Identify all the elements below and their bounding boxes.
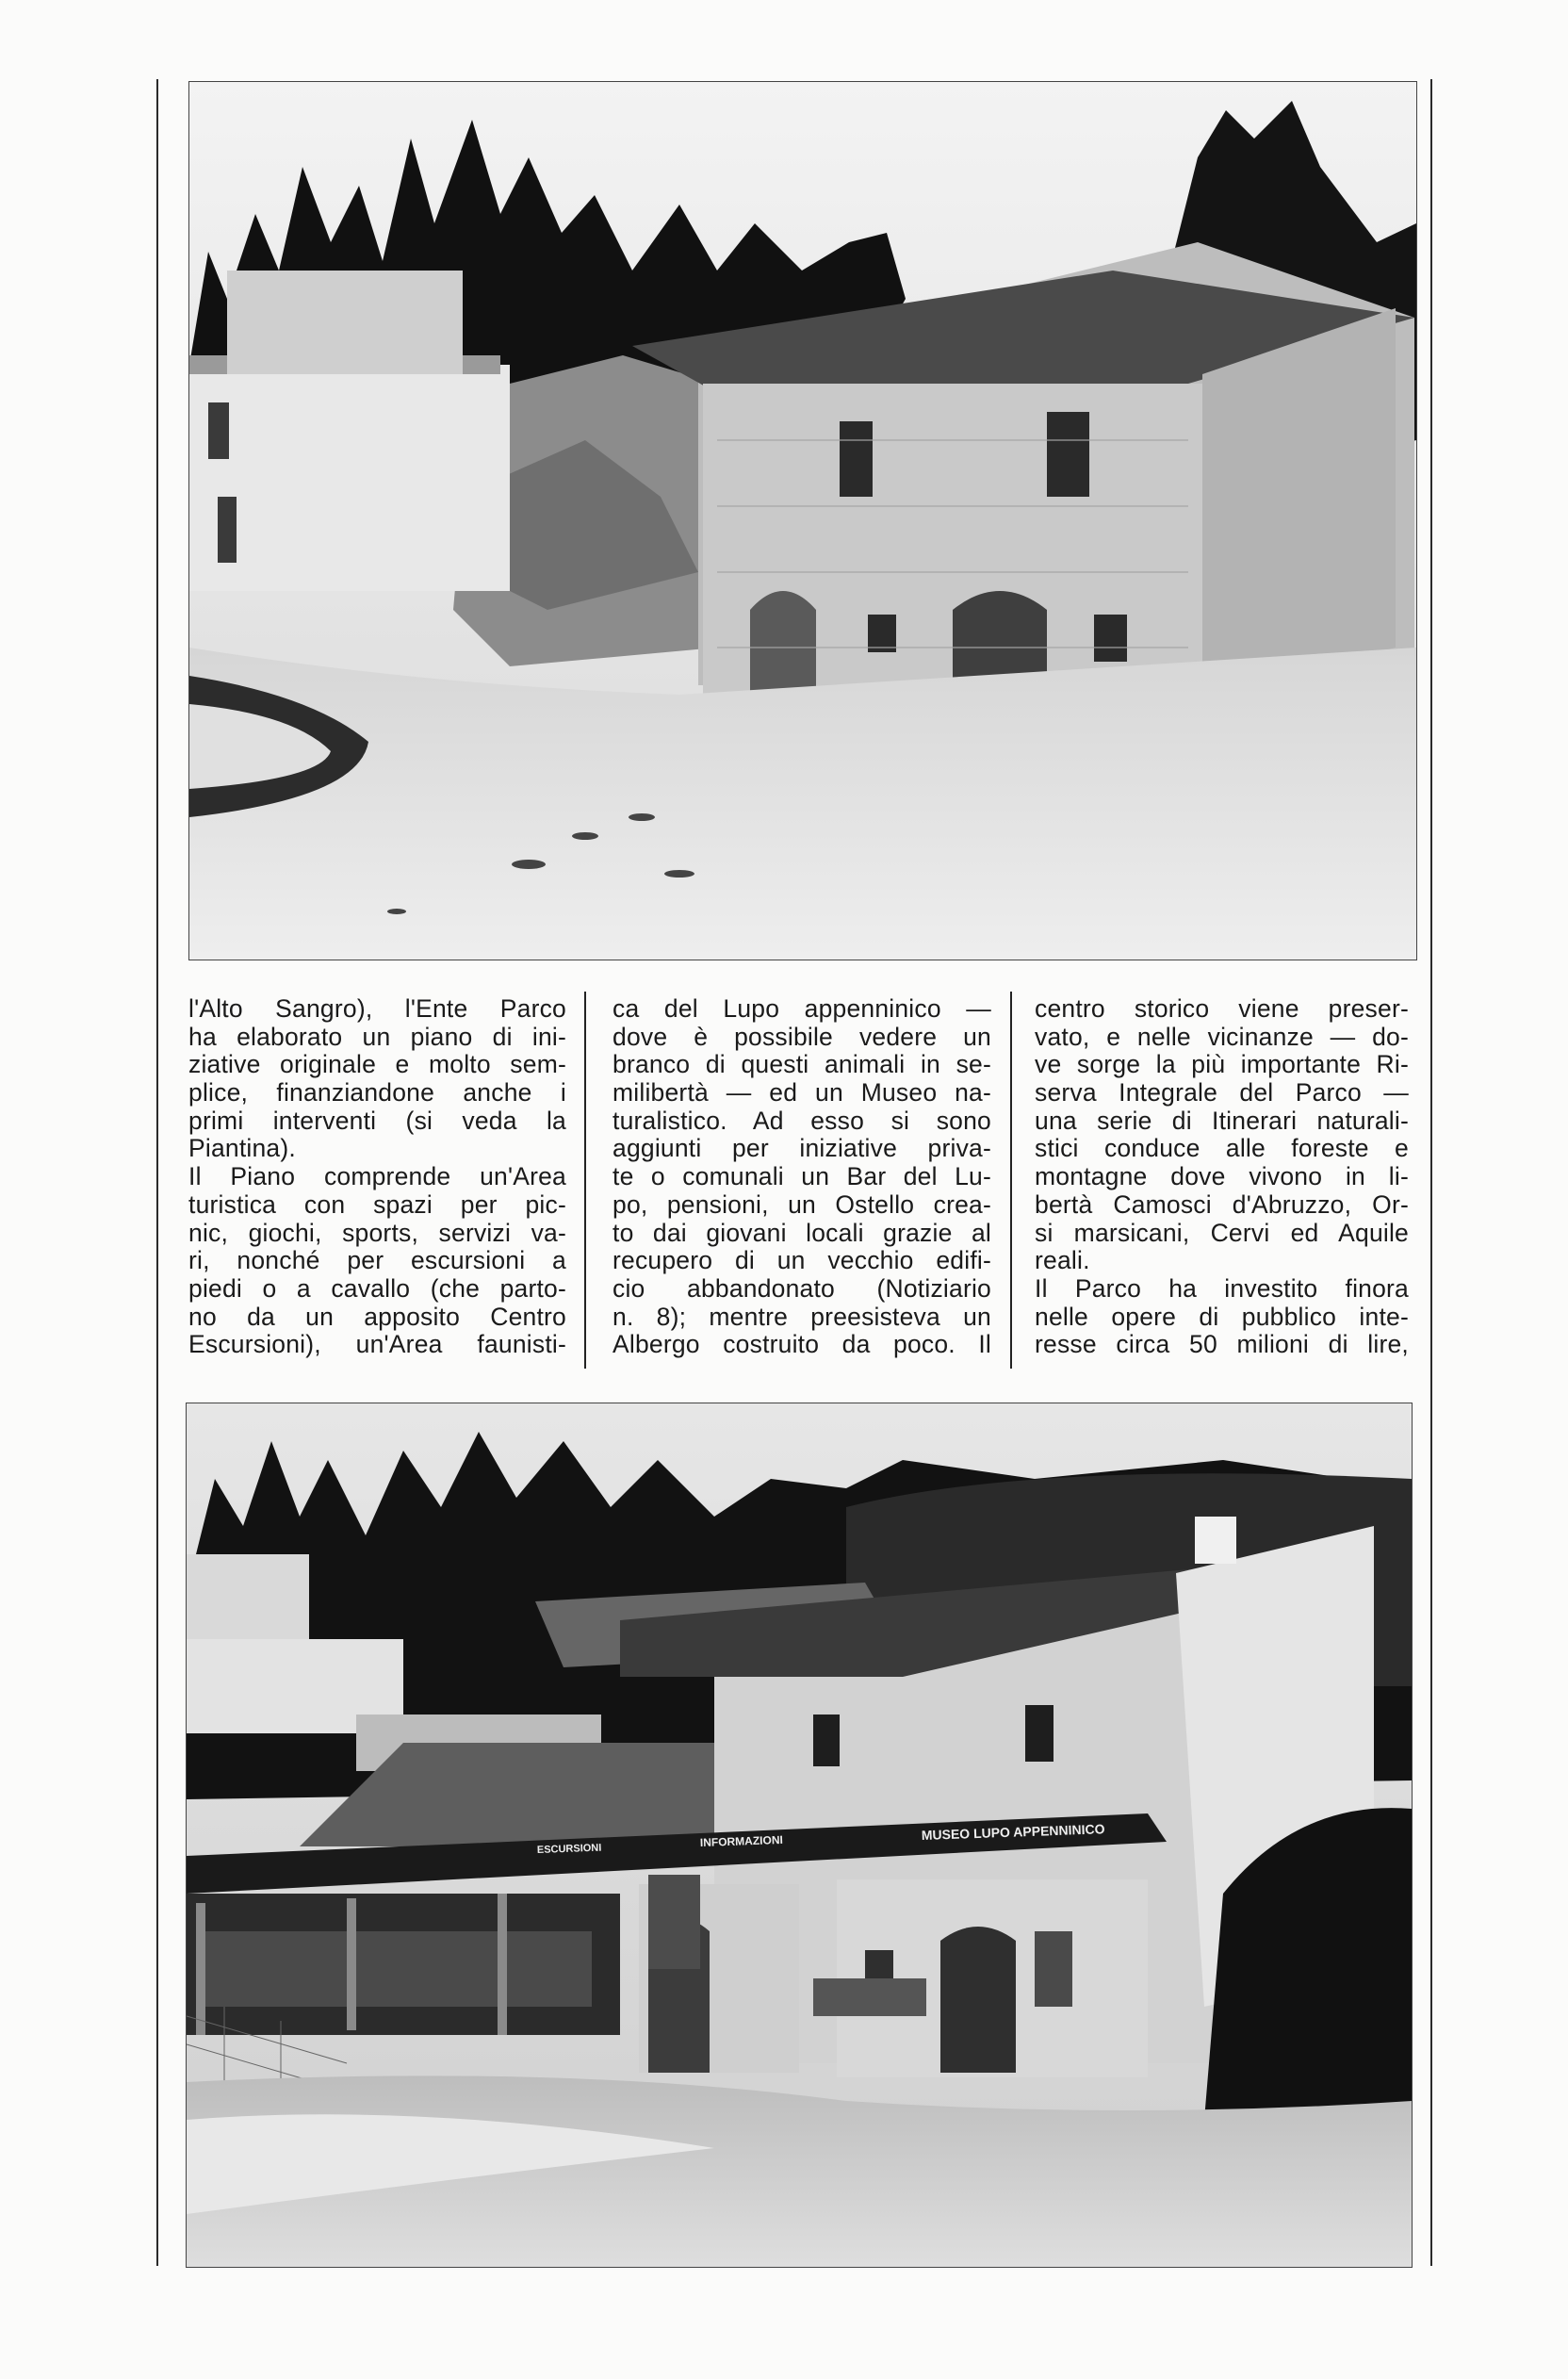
column-1-line: Il Piano comprende un'Area	[188, 1162, 566, 1191]
column-rule-2	[1010, 992, 1012, 1369]
column-1-line: Escursioni), un'Area faunisti-	[188, 1330, 566, 1359]
column-3-line: montagne dove vivono in li-	[1035, 1162, 1409, 1191]
text-column-3	[1035, 995, 1409, 1359]
column-2-line: Albergo costruito da poco. Il	[612, 1330, 991, 1359]
column-2-line: to dai giovani locali grazie al	[612, 1218, 991, 1247]
photo-top	[188, 81, 1417, 960]
column-2-line: po, pensioni, un Ostello crea-	[612, 1190, 991, 1219]
column-2-line: branco di questi animali in se-	[612, 1050, 991, 1079]
column-1-line: nic, giochi, sports, servizi va-	[188, 1218, 566, 1247]
sign-museo: MUSEO LUPO APPENNINICO	[921, 1821, 1105, 1843]
column-1-line: piedi o a cavallo (che parto-	[188, 1273, 566, 1303]
column-1-line: turistica con spazi per pic-	[188, 1190, 566, 1219]
column-1-line: ha elaborato un piano di ini-	[188, 1022, 566, 1051]
column-3-line: reali.	[1035, 1246, 1090, 1275]
column-1-line: primi interventi (si veda la	[188, 1106, 566, 1135]
column-1-line: no da un apposito Centro	[188, 1302, 566, 1331]
column-rule-1	[584, 992, 586, 1369]
column-2-line: te o comunali un Bar del Lu-	[612, 1162, 991, 1191]
photo-bottom	[186, 1403, 1413, 2268]
photo-bottom-illustration	[187, 1403, 1412, 2267]
column-1-line: ri, nonché per escursioni a	[188, 1246, 566, 1275]
column-3-line: stici conduce alle foreste e	[1035, 1134, 1409, 1163]
sign-escursioni: ESCURSIONI	[536, 1842, 602, 1856]
column-3-line: ve sorge la più importante Ri-	[1035, 1050, 1409, 1079]
column-2-line: dove è possibile vedere un	[612, 1022, 991, 1051]
column-1-line: plice, finanziandone anche i	[188, 1078, 566, 1107]
column-3-line: vato, e nelle vicinanze — do-	[1035, 1022, 1409, 1051]
column-2-line: cio abbandonato (Notiziario	[612, 1273, 991, 1303]
column-2-line: milibertà — ed un Museo na-	[612, 1078, 991, 1107]
text-column-2	[612, 995, 991, 1359]
column-3-line: nelle opere di pubblico inte-	[1035, 1302, 1409, 1331]
sign-informazioni: INFORMAZIONI	[699, 1832, 784, 1849]
column-3-line: si marsicani, Cervi ed Aquile	[1035, 1218, 1409, 1247]
column-3-line: una serie di Itinerari naturali-	[1035, 1106, 1409, 1135]
text-column-1	[188, 995, 566, 1359]
column-2-line: ca del Lupo appenninico —	[612, 994, 991, 1023]
column-1-line: Piantina).	[188, 1134, 296, 1163]
column-2-line: turalistico. Ad esso si sono	[612, 1106, 991, 1135]
column-3-line: bertà Camosci d'Abruzzo, Or-	[1035, 1190, 1409, 1219]
column-3-line: serva Integrale del Parco —	[1035, 1078, 1409, 1107]
column-2-line: aggiunti per iniziative priva-	[612, 1134, 991, 1163]
left-frame-rule	[156, 79, 158, 2266]
column-3-line: resse circa 50 milioni di lire,	[1035, 1330, 1409, 1359]
right-frame-rule	[1430, 79, 1432, 2266]
photo-top-illustration	[189, 82, 1416, 960]
column-1-line: l'Alto Sangro), l'Ente Parco	[188, 994, 566, 1023]
column-3-line: Il Parco ha investito finora	[1035, 1273, 1409, 1303]
column-1-line: ziative originale e molto sem-	[188, 1050, 566, 1079]
column-2-line: n. 8); mentre preesisteva un	[612, 1302, 991, 1331]
column-3-line: centro storico viene preser-	[1035, 994, 1409, 1023]
column-2-line: recupero di un vecchio edifi-	[612, 1246, 991, 1275]
